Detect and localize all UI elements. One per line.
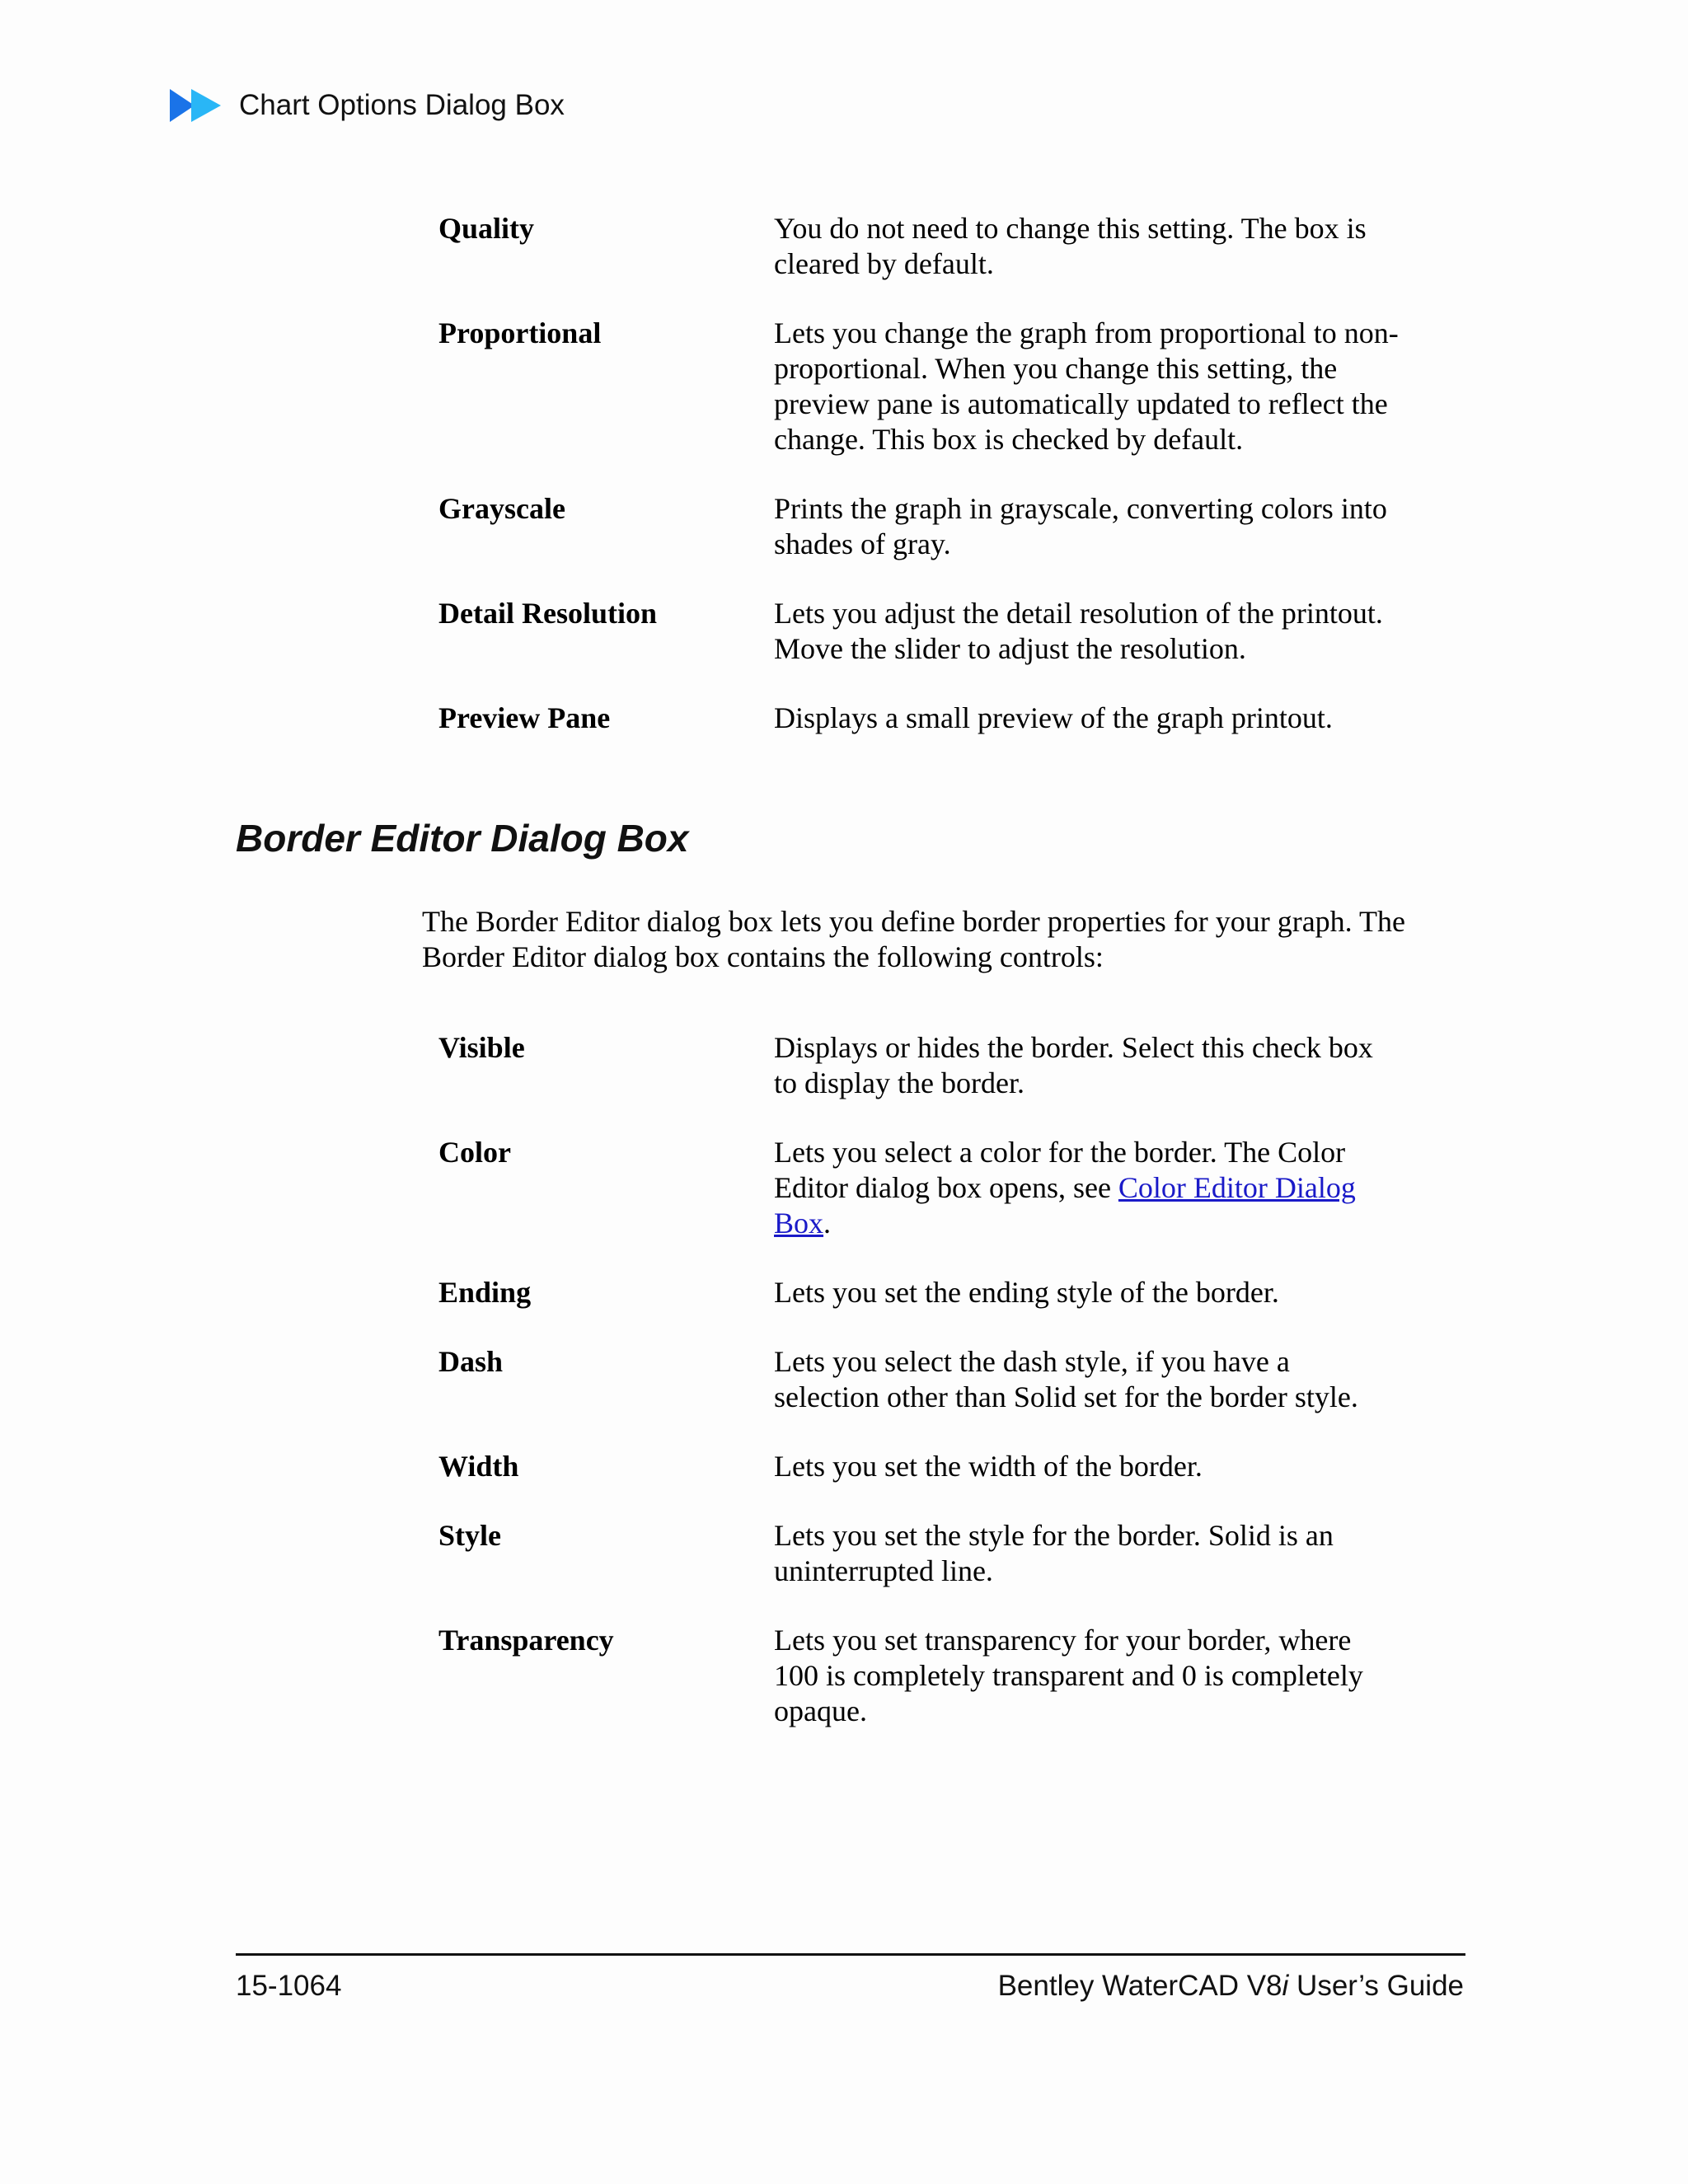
definition-description: Prints the graph in grayscale, converting colors into shades of gray.: [774, 492, 1387, 560]
description-text: Lets you select a color for the border. The Color Editor dialog box opens, see: [774, 1136, 1346, 1204]
definition-description: Lets you set the width of the border.: [774, 1450, 1203, 1483]
definition-description: Lets you set the style for the border. Solid is an uninterrupted line.: [774, 1519, 1334, 1587]
definition-term: Preview Pane: [438, 701, 611, 734]
definition-term: Transparency: [438, 1624, 614, 1657]
definition-row: [438, 491, 1411, 596]
definition-term: Visible: [438, 1031, 525, 1064]
definition-description: Displays or hides the border. Select this check box to display the border.: [774, 1031, 1373, 1099]
definition-term: Proportional: [438, 316, 602, 349]
definition-term: Grayscale: [438, 492, 565, 525]
definition-row: [438, 1344, 1411, 1449]
definition-term: Width: [438, 1450, 519, 1483]
definition-row: [438, 1449, 1411, 1518]
definition-row: [438, 211, 1411, 316]
color-editor-dialog-box-link[interactable]: Color Editor Dialog Box: [774, 1171, 1356, 1240]
guide-title: [998, 1970, 1464, 2003]
section-intro: The Border Editor dialog box lets you define border properties for your graph. The Border Editor dialog box contains the following controls:: [422, 905, 1405, 973]
definition-description: Lets you set transparency for your border, where 100 is completely transparent and 0 is completely opaque.: [774, 1624, 1363, 1727]
definition-row: [438, 596, 1411, 701]
definition-description: Lets you set the ending style of the border.: [774, 1276, 1279, 1309]
definition-description: Displays a small preview of the graph printout.: [774, 701, 1333, 734]
definition-description: [774, 1135, 1400, 1241]
definition-row: [438, 316, 1411, 491]
definition-description: Lets you select the dash style, if you have a selection other than Solid set for the border style.: [774, 1345, 1358, 1413]
definition-term: Color: [438, 1136, 511, 1169]
definition-description: Lets you change the graph from proportional to non-proportional. When you change this setting, the preview pane is automatically updated to reflect the change. This box is checked by default.: [774, 316, 1399, 456]
definition-row: [438, 1623, 1411, 1730]
description-text: .: [823, 1207, 832, 1240]
page-number: 15-1064: [236, 1970, 342, 2002]
definition-term: Quality: [438, 212, 535, 245]
chart-options-definition-list: [438, 211, 1411, 750]
guide-title-italic: i: [1282, 1970, 1289, 2002]
double-arrow-icon: [170, 87, 223, 124]
definition-term: Dash: [438, 1345, 504, 1378]
guide-title-suffix: User’s Guide: [1288, 1970, 1464, 2002]
definition-description: Lets you adjust the detail resolution of the printout. Move the slider to adjust the resolution.: [774, 597, 1383, 665]
guide-title-prefix: Bentley WaterCAD V8: [997, 1970, 1282, 2002]
border-editor-definition-list: [438, 1030, 1411, 1730]
definition-row: [438, 1135, 1411, 1275]
definition-term: Ending: [438, 1276, 532, 1309]
definition-term: Style: [438, 1519, 501, 1552]
definition-row: [438, 1275, 1411, 1344]
definition-row: [438, 701, 1411, 750]
definition-term: Detail Resolution: [438, 597, 657, 630]
running-header-title: Chart Options Dialog Box: [239, 89, 565, 121]
definition-row: [438, 1030, 1411, 1135]
definition-row: [438, 1518, 1411, 1623]
running-header: [170, 87, 565, 124]
definition-description: You do not need to change this setting. The box is cleared by default.: [774, 212, 1367, 280]
section-heading: Border Editor Dialog Box: [236, 817, 689, 860]
footer-rule: [236, 1953, 1465, 1956]
